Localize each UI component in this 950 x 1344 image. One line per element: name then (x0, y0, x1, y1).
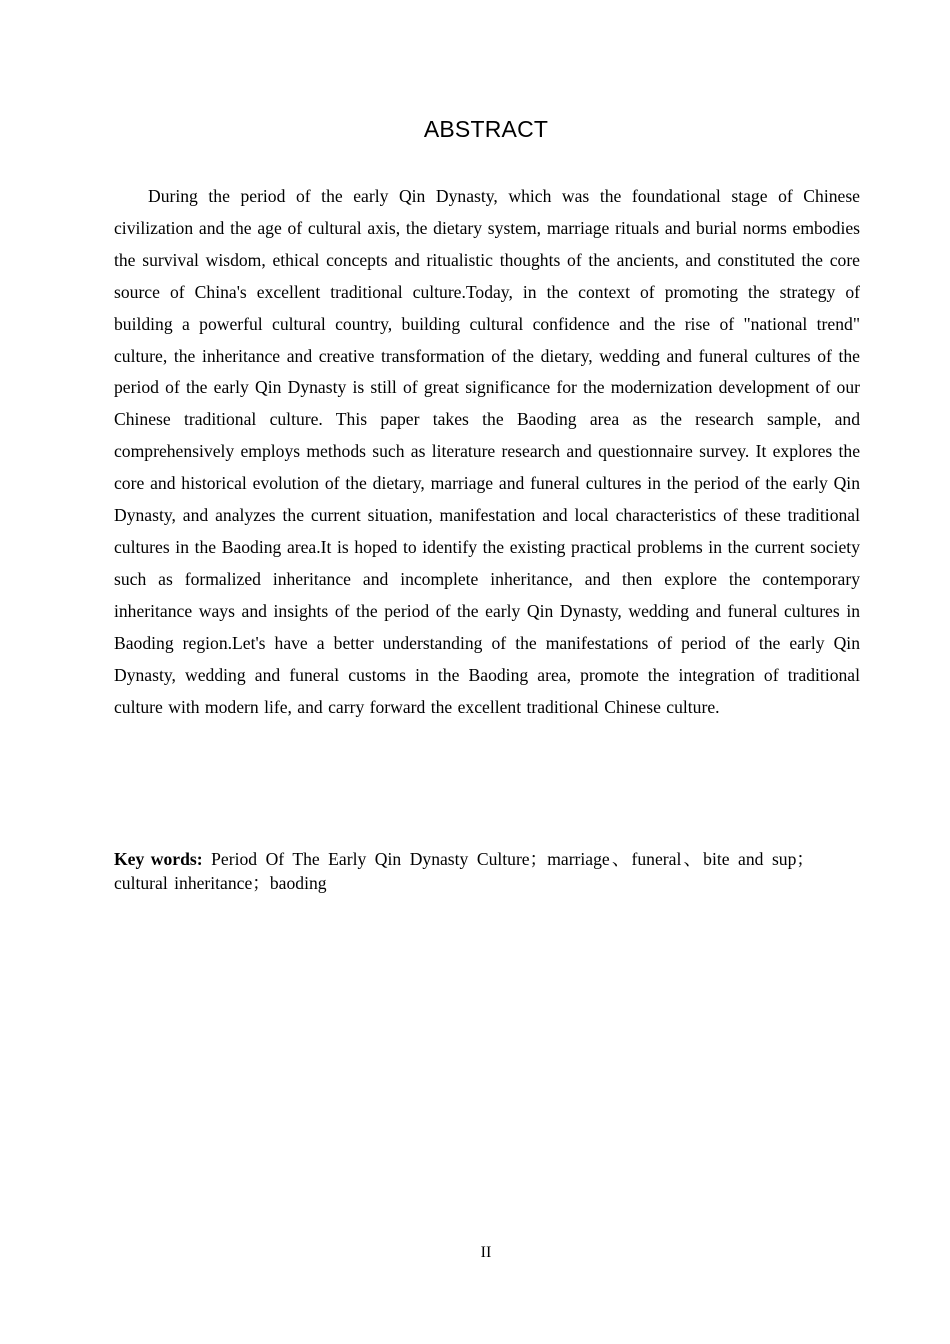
keywords-label: Key words: (114, 849, 203, 869)
keywords-text: Period Of The Early Qin Dynasty Culture；marriage、funeral、bite and sup；cultural inheritance；baoding (114, 849, 814, 893)
abstract-title: ABSTRACT (423, 116, 549, 142)
abstract-text: During the period of the early Qin Dynasty, which was the foundational stage of Chinese civilization and the age of cultural axis, the dietary system, marriage rituals and burial norms embodies the survival wisdom, ethical concepts and ritualistic thoughts of the ancients, and constituted the core source of China's excellent traditional culture.Today, in the context of promoting the strategy of building a powerful cultural country, building cultural confidence and the rise of "national trend" culture, the inheritance and creative transformation of the dietary, wedding and funeral cultures of the period of the early Qin Dynasty is still of great significance for the modernization development of our Chinese traditional culture. This paper takes the Baoding area as the research sample, and comprehensively employs methods such as literature research and questionnaire survey. It explores the core and historical evolution of the dietary, marriage and funeral cultures in the period of the early Qin Dynasty, and analyzes the current situation, manifestation and local characteristics of these traditional cultures in the Baoding area.It is hoped to identify the existing practical problems in the current society such as formalized inheritance and incomplete inheritance, and then explore the contemporary inheritance ways and insights of the period of the early Qin Dynasty, wedding and funeral cultures in Baoding region.Let's have a better understanding of the manifestations of period of the early Qin Dynasty, wedding and funeral customs in the Baoding area, promote the integration of traditional culture with modern life, and carry forward the excellent traditional Chinese culture. (114, 186, 860, 717)
page-number: II (480, 1244, 492, 1261)
abstract-paragraph (114, 181, 860, 723)
keywords-line (114, 847, 814, 895)
